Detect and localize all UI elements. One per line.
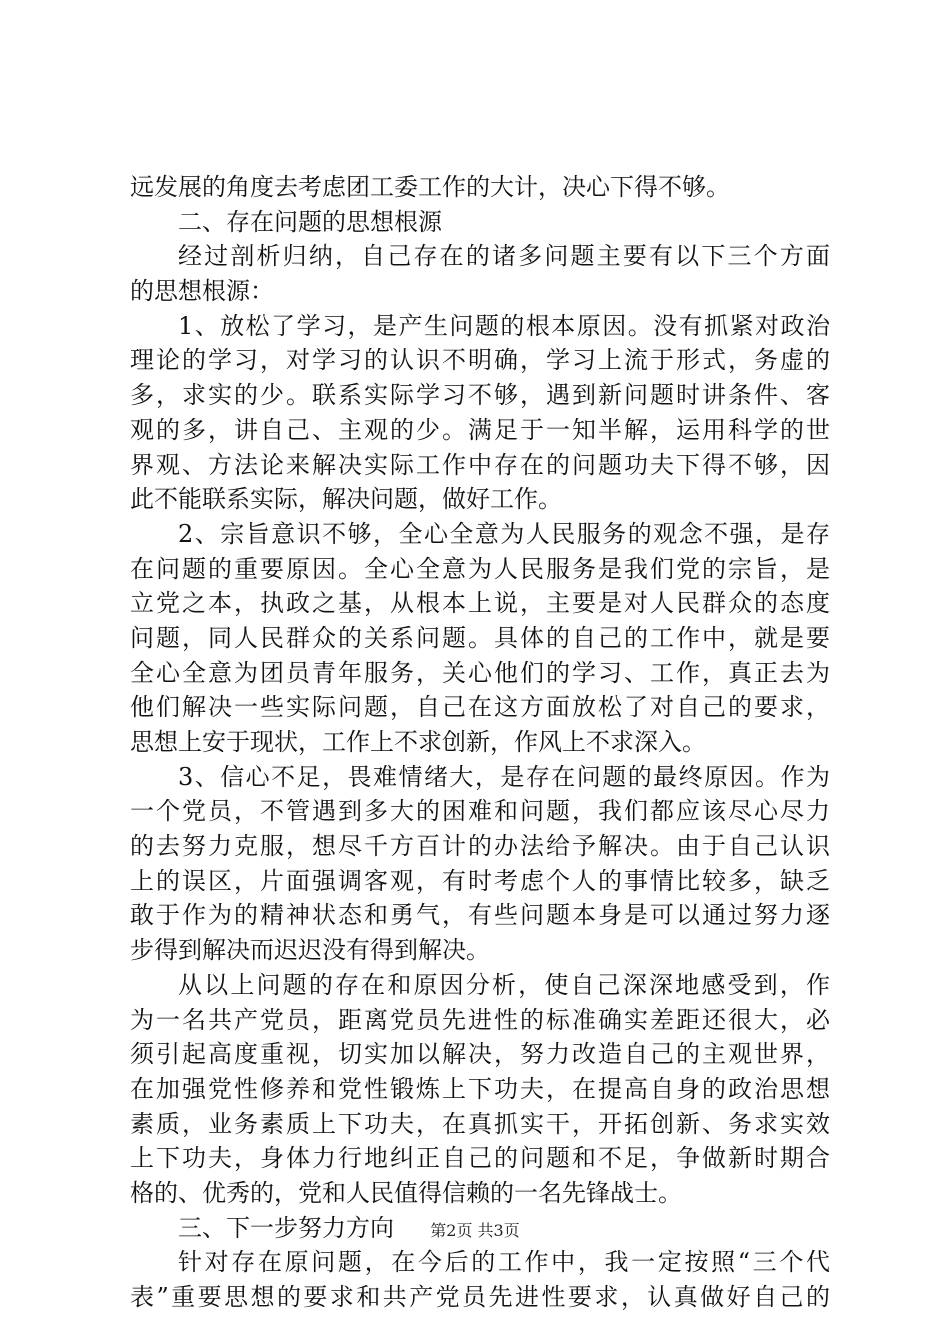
text-line: 立党之本，执政之基，从根本上说，主要是对人民群众的态度 — [130, 589, 830, 618]
text-line: 他们解决一些实际问题，自己在这方面放松了对自己的要求， — [130, 693, 830, 722]
text-line: 的去努力克服，想尽千方百计的办法给予解决。由于自己认识 — [130, 832, 830, 861]
text-line: 全心全意为团员青年服务，关心他们的学习、工作，真正去为 — [130, 658, 830, 687]
text-line: 3、信心不足，畏难情绪大，是存在问题的最终原因。作为 — [178, 762, 830, 791]
text-line: 一个党员，不管遇到多大的困难和问题，我们都应该尽心尽力 — [130, 797, 830, 826]
text-line: 的思想根源： — [130, 277, 274, 306]
text-line: 思想上安于现状，工作上不求创新，作风上不求深入。 — [130, 728, 706, 756]
text-line: 问题，同人民群众的关系问题。具体的自己的工作中，就是要 — [130, 623, 830, 652]
document-body — [130, 170, 830, 1315]
text-line: 二、存在问题的思想根源 — [178, 207, 442, 236]
text-line: 步得到解决而迟迟没有得到解决。 — [130, 936, 490, 965]
text-line: 表”重要思想的要求和共产党员先进性要求，认真做好自己的 — [130, 1283, 830, 1311]
text-line: 针对存在原问题，在今后的工作中，我一定按照“三个代 — [178, 1248, 830, 1277]
text-line: 观的多，讲自己、主观的少。满足于一知半解，运用科学的世 — [130, 415, 830, 444]
text-line: 2、宗旨意识不够，全心全意为人民服务的观念不强，是存 — [178, 519, 830, 548]
text-line: 在加强党性修养和党性锻炼上下功夫，在提高自身的政治思想 — [130, 1074, 830, 1103]
text-line: 敢于作为的精神状态和勇气，有些问题本身是可以通过努力逐 — [130, 901, 830, 930]
text-line: 格的、优秀的，党和人民值得信赖的一名先锋战士。 — [130, 1178, 682, 1207]
text-line: 远发展的角度去考虑团工委工作的大计，决心下得不够。 — [130, 173, 730, 201]
text-line: 多，求实的少。联系实际学习不够，遇到新问题时讲条件、客 — [130, 381, 830, 410]
page-footer — [0, 1221, 950, 1241]
text-line: 在问题的重要原因。全心全意为人民服务是我们党的宗旨，是 — [130, 554, 830, 583]
text-line: 界观、方法论来解决实际工作中存在的问题功夫下得不够，因 — [130, 450, 830, 479]
text-line: 须引起高度重视，切实加以解决，努力改造自己的主观世界， — [130, 1040, 830, 1069]
text-line: 上下功夫，身体力行地纠正自己的问题和不足，争做新时期合 — [130, 1144, 830, 1173]
text-line: 此不能联系实际，解决问题，做好工作。 — [130, 485, 562, 514]
text-line: 三、下一步努力方向 — [178, 1213, 394, 1242]
text-line: 理论的学习，对学习的认识不明确，学习上流于形式，务虚的 — [130, 346, 830, 375]
text-line: 1、放松了学习，是产生问题的根本原因。没有抓紧对政治 — [178, 311, 830, 340]
text-line: 为一名共产党员，距离党员先进性的标准确实差距还很大，必 — [130, 1005, 830, 1034]
text-line: 经过剖析归纳，自己存在的诸多问题主要有以下三个方面 — [178, 242, 830, 271]
text-line: 从以上问题的存在和原因分析，使自己深深地感受到，作 — [178, 970, 830, 999]
page-number: 第2页 共3页 — [430, 1221, 520, 1240]
text-line: 素质，业务素质上下功夫，在真抓实干，开拓创新、务求实效 — [130, 1109, 830, 1138]
text-line: 上的误区，片面强调客观，有时考虑个人的事情比较多，缺乏 — [130, 866, 830, 895]
